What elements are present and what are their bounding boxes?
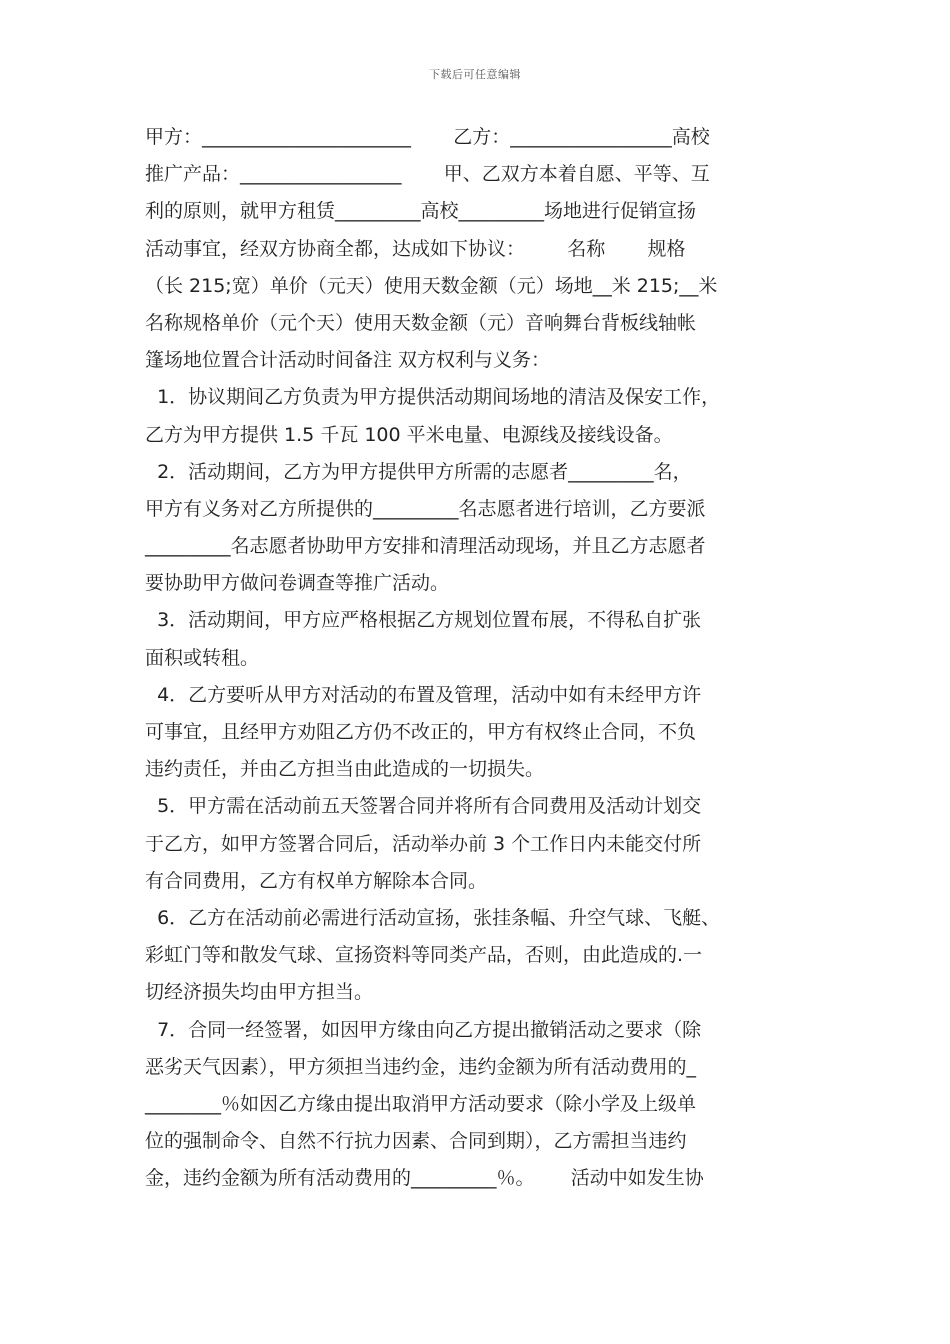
clause-7-line: 金，违约金额为所有活动费用的_________％。 活动中如发生协 <box>145 1167 704 1190</box>
clause-7-line: 7．合同一经签署，如因甲方缘由向乙方提出撤销活动之要求（除 <box>145 1018 702 1041</box>
text-line: 篷场地位置合计活动时间备注 双方权利与义务： <box>145 349 551 372</box>
clause-1-line: 1．协议期间乙方负责为甲方提供活动期间场地的清洁及保安工作， <box>145 386 721 409</box>
clause-2-line: 2．活动期间，乙方为甲方提供甲方所需的志愿者_________名， <box>145 460 692 483</box>
clause-7-line: 恶劣天气因素），甲方须担当违约金，违约金额为所有活动费用的_ <box>145 1055 697 1078</box>
text-line: 利的原则，就甲方租赁_________高校_________场地进行促销宣扬 <box>145 200 697 223</box>
clause-3-line: 面积或转租。 <box>145 646 260 669</box>
clause-6-line: 切经济损失均由甲方担当。 <box>145 981 374 1004</box>
clause-3-line: 3．活动期间，甲方应严格根据乙方规划位置布展，不得私自扩张 <box>145 609 702 632</box>
clause-7-line: 位的强制命令、自然不行抗力因素、合同到期），乙方需担当违约 <box>145 1130 687 1153</box>
clause-4-line: 可事宜，且经甲方劝阻乙方仍不改正的，甲方有权终止合同，不负 <box>145 721 697 743</box>
clause-1-line: 乙方为甲方提供 1.5 千瓦 100 平米电量、电源线及接线设备。 <box>145 423 673 446</box>
clause-4-line: 4．乙方要听从甲方对活动的布置及管理，活动中如有未经甲方许 <box>145 683 702 706</box>
clause-2-line: _________名志愿者协助甲方安排和清理活动现场，并且乙方志愿者 <box>145 535 706 558</box>
text-line: 活动事宜，经双方协商全都，达成如下协议： 名称 规格 <box>145 237 686 260</box>
text-line: 名称规格单价（元个天）使用天数金额（元）音响舞台背板线轴帐 <box>145 311 697 334</box>
clause-2-line: 要协助甲方做问卷调查等推广活动。 <box>145 572 450 595</box>
text-line: 甲方：______________________ 乙方：_________________高校 <box>145 126 710 148</box>
clause-2-line: 甲方有义务对乙方所提供的_________名志愿者进行培训，乙方要派 <box>145 497 706 520</box>
clause-7-line: ________％如因乙方缘由提出取消甲方活动要求（除小学及上级单 <box>145 1092 697 1115</box>
text-line: 推广产品：_________________ 甲、乙双方本着自愿、平等、互 <box>145 163 710 186</box>
clause-4-line: 违约责任，并由乙方担当由此造成的一切损失。 <box>145 758 545 781</box>
clause-6-line: 6．乙方在活动前必需进行活动宣扬，张挂条幅、升空气球、飞艇、 <box>145 906 721 929</box>
clause-5-line: 有合同费用，乙方有权单方解除本合同。 <box>145 869 488 892</box>
clause-5-line: 于乙方，如甲方签署合同后，活动举办前 3 个工作日内未能交付所 <box>145 832 702 855</box>
text-line: （长 215;宽）单价（元天）使用天数金额（元）场地__米 215;__米 <box>145 274 718 297</box>
clause-5-line: 5．甲方需在活动前五天签署合同并将所有合同费用及活动计划交 <box>145 795 702 818</box>
document-body <box>145 119 810 1197</box>
page-header: 下载后可任意编辑 <box>429 68 521 81</box>
clause-6-line: 彩虹门等和散发气球、宣扬资料等同类产品，否则，由此造成的.一 <box>145 944 703 967</box>
